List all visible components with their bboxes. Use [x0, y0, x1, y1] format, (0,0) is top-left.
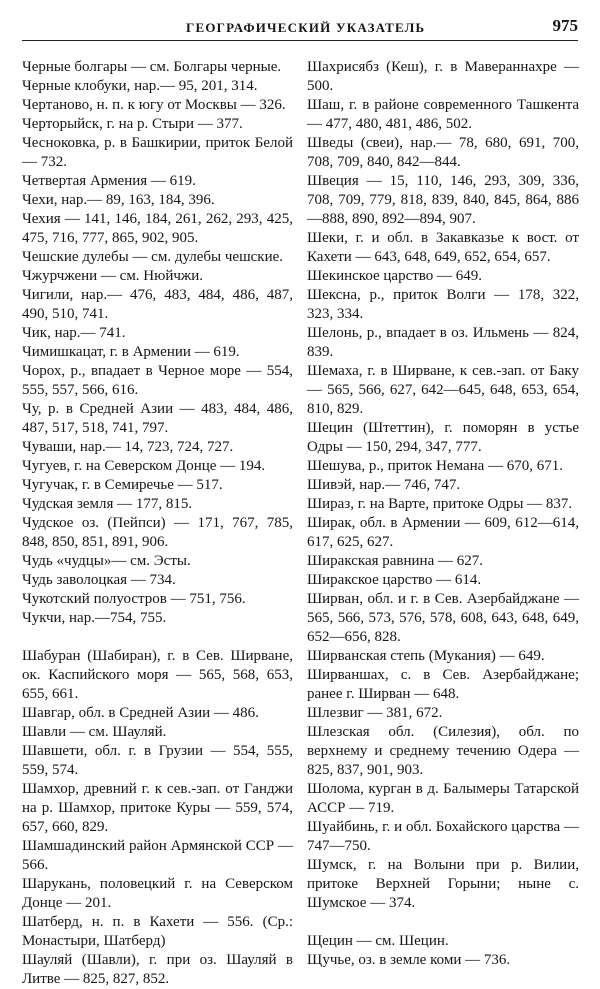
letter-group-gap: [22, 628, 293, 647]
index-entry: Чукотский полуостров — 751, 756.: [22, 591, 246, 607]
index-entry: Ширванская степь (Мукания) — 649.: [307, 648, 545, 664]
index-entry: Ширван, обл. и г. в Сев. Азербайджане — 565, 566, 573, 576, 578, 608, 643, 648, 649, 652—656, 828.: [307, 591, 579, 645]
index-entry: Шлезвиг — 381, 672.: [307, 705, 443, 721]
index-entry: Шивэй, нар.— 746, 747.: [307, 477, 461, 493]
index-entry: Чугучак, г. в Семиречье — 517.: [22, 477, 223, 493]
index-entry: Ширак, обл. в Армении — 609, 612—614, 617, 625, 627.: [307, 515, 579, 550]
index-entry: Шеки, г. и обл. в Закавказье к вост. от Кахети — 643, 648, 649, 652, 654, 657.: [307, 230, 579, 265]
index-entry: Чертаново, н. п. к югу от Москвы — 326.: [22, 97, 286, 113]
right-column: [307, 58, 579, 970]
index-entry: Шумск, г. на Волыни при р. Вилии, притоке Верхней Горыни; ныне с. Шумское — 374.: [307, 857, 579, 911]
index-entry: Шахрисябз (Кеш), г. в Мавераннахре — 500.: [307, 59, 579, 94]
index-entry: Чудское оз. (Пейпси) — 171, 767, 785, 848, 850, 851, 891, 906.: [22, 515, 293, 550]
index-entry: Шавгар, обл. в Средней Азии — 486.: [22, 705, 259, 721]
index-entry: Чжурчжени — см. Нюйчжи.: [22, 268, 204, 284]
index-entry: Чу, р. в Средней Азии — 483, 484, 486, 487, 517, 518, 741, 797.: [22, 401, 293, 436]
index-entry: Черные клобуки, нар.— 95, 201, 314.: [22, 78, 258, 94]
index-entry: Ширваншах, с. в Сев. Азербайджане; ранее г. Ширван — 648.: [307, 667, 579, 702]
index-entry: Черторыйск, г. на р. Стыри — 377.: [22, 116, 243, 132]
index-entry: Ширакское царство — 614.: [307, 572, 482, 588]
left-column: [22, 58, 293, 989]
index-entry: Шамхор, древний г. к сев.-зап. от Ганджи на р. Шамхор, притоке Куры — 559, 574, 657, 660, 829.: [22, 781, 293, 835]
index-entry: Шлезская обл. (Силезия), обл. по верхнему и среднему течению Одера — 825, 837, 901, 903.: [307, 724, 579, 778]
index-entry: Шабуран (Шабиран), г. в Сев. Ширване, ок. Каспийского моря — 565, 568, 653, 655, 661.: [22, 648, 293, 702]
index-entry: Шецин (Штеттин), г. поморян в устье Одры — 150, 294, 347, 777.: [307, 420, 579, 455]
index-entry: Щецин — см. Шецин.: [307, 933, 449, 949]
page-number: 975: [552, 16, 578, 35]
index-entry: Чехи, нар.— 89, 163, 184, 396.: [22, 192, 215, 208]
index-entry: Черные болгары — см. Болгары черные.: [22, 59, 282, 75]
index-entry: Чудская земля — 177, 815.: [22, 496, 193, 512]
index-entry: Шемаха, г. в Ширване, к сев.-зап. от Баку — 565, 566, 627, 642—645, 648, 653, 654, 810, 829.: [307, 363, 579, 417]
index-entry: Чорох, р., впадает в Черное море — 554, 555, 557, 566, 616.: [22, 363, 293, 398]
header-rule: [22, 40, 578, 41]
index-entry: Чудь «чудцы»— см. Эсты.: [22, 553, 191, 569]
index-entry: Чудь заволоцкая — 734.: [22, 572, 176, 588]
index-entry: Щучье, оз. в земле коми — 736.: [307, 952, 511, 968]
index-entry: Четвертая Армения — 619.: [22, 173, 196, 189]
index-entry: Шаш, г. в районе современного Ташкента — 477, 480, 481, 486, 502.: [307, 97, 579, 132]
index-entry: Чигили, нар.— 476, 483, 484, 486, 487, 490, 510, 741.: [22, 287, 293, 322]
index-entry: Швеция — 15, 110, 146, 293, 309, 336, 708, 709, 779, 818, 839, 840, 845, 864, 886—888, 890, 892—894, 907.: [307, 173, 579, 227]
index-entry: Шавли — см. Шауляй.: [22, 724, 167, 740]
index-entry: Чик, нар.— 741.: [22, 325, 126, 341]
index-entry: Чукчи, нар.—754, 755.: [22, 610, 167, 626]
index-entry: Шексна, р., приток Волги — 178, 322, 323, 334.: [307, 287, 579, 322]
index-entry: Чугуев, г. на Северском Донце — 194.: [22, 458, 266, 474]
index-entry: Шолома, курган в д. Балымеры Татарской АССР — 719.: [307, 781, 579, 816]
index-entry: Чуваши, нар.— 14, 723, 724, 727.: [22, 439, 234, 455]
index-entry: Шауляй (Шавли), г. при оз. Шауляй в Литве — 825, 827, 852.: [22, 952, 293, 987]
index-entry: Чесноковка, р. в Башкирии, приток Белой — 732.: [22, 135, 293, 170]
index-entry: Шуайбинь, г. и обл. Бохайского царства — 747—750.: [307, 819, 579, 854]
index-entry: Шавшети, обл. г. в Грузии — 554, 555, 559, 574.: [22, 743, 293, 778]
index-entry: Шамшадинский район Армянской ССР —566.: [22, 838, 293, 873]
letter-group-gap: [307, 913, 579, 932]
index-entry: Чешские дулебы — см. дулебы чешские.: [22, 249, 284, 265]
index-entry: Шекинское царство — 649.: [307, 268, 483, 284]
index-entry: Шарукань, половецкий г. на Северском Донце — 201.: [22, 876, 293, 911]
running-title: ГЕОГРАФИЧЕСКИЙ УКАЗАТЕЛЬ: [186, 20, 426, 35]
index-entry: Шешува, р., приток Немана — 670, 671.: [307, 458, 564, 474]
index-entry: Шелонь, р., впадает в оз. Ильмень — 824, 839.: [307, 325, 579, 360]
index-entry: Шираз, г. на Варте, притоке Одры — 837.: [307, 496, 573, 512]
page-header: [22, 14, 578, 38]
index-entry: Чимишкацат, г. в Армении — 619.: [22, 344, 240, 360]
index-entry: Шатберд, н. п. в Кахети — 556. (Ср.: Монастыри, Шатберд): [22, 914, 293, 949]
index-entry: Чехия — 141, 146, 184, 261, 262, 293, 425, 475, 716, 777, 865, 902, 905.: [22, 211, 293, 246]
index-entry: Шведы (свеи), нар.— 78, 680, 691, 700, 708, 709, 840, 842—844.: [307, 135, 579, 170]
index-entry: Ширакская равнина — 627.: [307, 553, 483, 569]
